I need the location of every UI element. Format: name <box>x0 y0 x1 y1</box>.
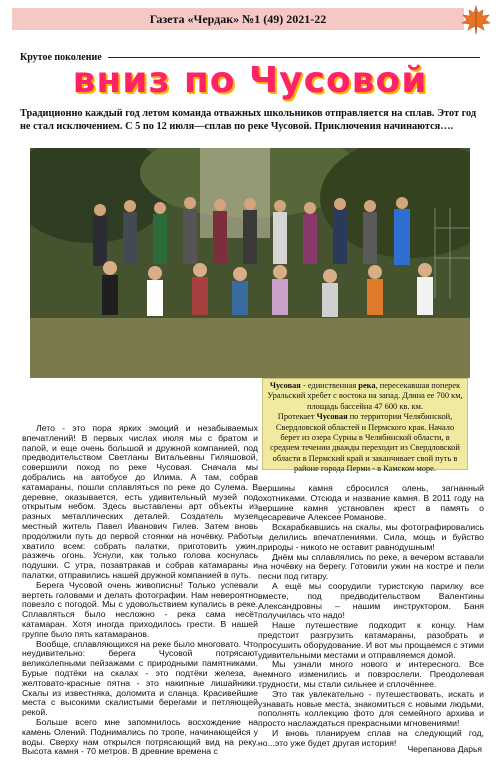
article-column-left <box>22 424 258 757</box>
paragraph: Больше всего мне запомнилось восхождение на камень Олений. Поднимались по тропе, начинающейся у воды. Сверху нам открылся потрясающий вид на реку. Высота камня - 70 метров. В древние времена с <box>22 716 258 757</box>
paragraph: Это так увлекательно - путешествовать, искать и узнавать новые места, знакомиться с новыми людьми, пополнять коллекцию фото для семейного архива и просто наслаждаться прекрасными мгновениями! <box>258 688 484 729</box>
river-info-box <box>262 378 468 474</box>
intro-paragraph: Традиционно каждый год летом команда отважных школьников отправляется на сплав. Этот год не стал исключением. С 5 по 12 июля—сплав по реке Чусовой. Приключения начинаются…. <box>20 108 477 132</box>
paragraph: Вообще, сплавляющихся на реке было многовато. Что неудивительно: берега Чусовой потрясают великолепными пейзажами с природными памятниками. Бурые подтёки на скалах - это подтёки железа, а желтовато-красные пятна - это накипные лишайники. Скалы из известняка, доломита и сланца. Красивейшие места с высокими скалистыми берегами и петляющей рекой. <box>22 638 258 718</box>
maple-leaf-icon <box>460 4 492 36</box>
infobox-text-3: Протекает <box>277 412 317 422</box>
paragraph: вершины камня сбросился олень, загнанный охотниками. Отсюда и название камня. В 2011 году на вершине камня установлен крест в память о цесаревиче Алексее Романове. <box>258 483 484 523</box>
paragraph: Мы узнали много нового и интересного. Все немного изменились и повзрослели. Преодолевая трудности, мы стали сильнее и сплочённее. <box>258 659 484 689</box>
paragraph: Лето - это пора ярких эмоций и незабываемых впечатлений! В первых числах июля мы с братом и папой, и еще очень большой и дружной компанией, под предводительством Светланы Витальевны Гиляшовой, совершили поход по реке Чусовая. Сначала мы добрались на автобусе до Илима. А там, собрав катамараны, пошли сплавляться по реке до Сулема. В деревне, оказывается, есть удивительный музей под открытым небом. Здесь выставлены арт объекты из разных металлических деталей. Создатель музея местный житель Павел Иванович Гилев. Затем вновь продолжили путь до первой стоянки на ночёвку. Работы хватило всем: собрать палатки, приготовить ужин, разжечь огонь. Уснули, как только голова коснулась подушки. С утра, позавтракав и собрав катамараны и палатки, отправились нашей дружной компанией в путь. <box>22 423 258 580</box>
infobox-text-4: по территории Челябинской, Свердловской областей и Пермского края. Начало берет из озера Сурны в Челябинской области, в среднем течении дважды переходит из Свердловской области в Пермский край и заканчивает свой путь в районе города Перми - в Камском море. <box>270 412 460 474</box>
river-name-bold: Чусовая <box>269 381 301 390</box>
section-divider <box>108 57 480 58</box>
paragraph: Наше путешествие подходит к концу. Нам предстоит разгрузить катамараны, разобрать и просушить оборудование. И вот мы прощаемся с этими удивительными местами и отправляемся домой. <box>258 620 484 660</box>
infobox-text-2: , пересекавшая поперек Уральский хребет с востока на запад. Длина ее 700 км, площадь бассейна 47 600 кв. км. <box>267 381 463 411</box>
paragraph: Берега Чусовой очень живописны! Только успевали вертеть головами и делать фотографии. Нам невероятно повезло с погодой. Мы с удовольствием купались в реке. Сплавляться было несложно - река сама несёт катамаран. Хотя иногда приходилось грести. В нашей группе было пять катамаранов. <box>22 579 258 639</box>
section-label: Крутое поколение <box>20 51 102 63</box>
paragraph: А ещё мы соорудили туристскую парилку все вместе, под предводительством Валентины Александровны – нашим инструктором. Баня получилась что надо! <box>258 580 484 621</box>
paragraph: Днём мы сплавлялись по реке, а вечером вставали на ночёвку на берегу. Готовили ужин на костре и пели песни под гитару. <box>258 551 484 582</box>
infobox-river-name-2: Чусовая <box>316 412 348 422</box>
author-name: Черепанова Дарья <box>407 744 482 754</box>
newspaper-title: Газета «Чердак» №1 (49) 2021-22 <box>149 11 327 26</box>
paragraph: И вновь планируем сплав на следующий год, но...это уже будет другая история! <box>258 727 484 748</box>
group-photo <box>30 148 470 378</box>
headline: вниз по Чусовой <box>72 60 428 101</box>
paragraph: Вскарабкавшись на скалы, мы фотографировались и делились впечатлениями. Сила, мощь и буйство природы - никого не оставит равнодушным! <box>258 522 484 552</box>
infobox-text-1: - единственная <box>300 381 359 390</box>
article-column-right <box>258 484 484 749</box>
newspaper-header <box>12 8 464 30</box>
group-photo-illustration <box>30 148 470 378</box>
infobox-river-word: река <box>358 381 376 390</box>
